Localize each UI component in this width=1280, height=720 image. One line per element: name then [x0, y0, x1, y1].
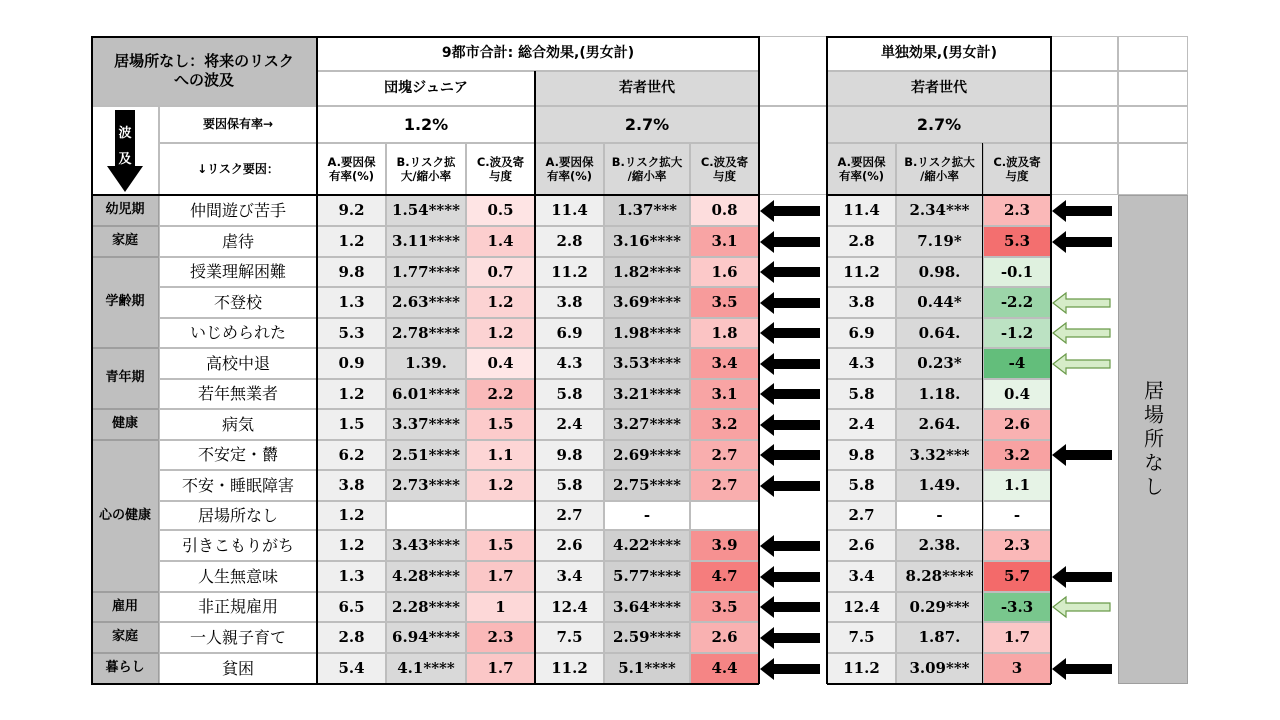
col-a-right-line-1: A.要因保 [837, 154, 886, 169]
value-b-wakamono: 3.69**** [604, 287, 690, 318]
factor-label: 人生無意味 [159, 561, 317, 592]
value-c-wakamono: 4.4 [690, 653, 759, 684]
value-b-wakamono: 3.64**** [604, 592, 690, 622]
left-arrow-icon [760, 291, 820, 315]
value-a-right: 12.4 [827, 592, 896, 622]
col-b-wakamono [604, 143, 690, 195]
value-c-right: 3 [983, 653, 1051, 684]
value-a-dankai: 1.2 [317, 501, 386, 530]
col-c-right-line-1: C.波及寄 [993, 154, 1041, 169]
value-a-right: 2.6 [827, 530, 896, 561]
col-c-wakamono-line-1: C.波及寄 [700, 154, 749, 169]
category-5: 心の健康 [91, 440, 159, 592]
value-b-dankai: 6.01**** [386, 379, 466, 409]
green-left-arrow-icon [1052, 352, 1112, 376]
value-a-right: 11.2 [827, 653, 896, 684]
value-b-right: 2.64. [896, 409, 983, 440]
border-header-right [827, 194, 1051, 196]
value-b-dankai: 4.28**** [386, 561, 466, 592]
value-a-right: 11.2 [827, 257, 896, 287]
value-c-right: 1.1 [983, 470, 1051, 501]
value-c-right: -3.3 [983, 592, 1051, 622]
value-b-right: 2.38. [896, 530, 983, 561]
col-b-dankai-line-1: B.リスク拡 [396, 154, 456, 169]
value-b-wakamono: 1.82**** [604, 257, 690, 287]
right-header: 単独効果,(男女計) [827, 36, 1051, 71]
value-c-right: 2.6 [983, 409, 1051, 440]
value-c-right: 2.3 [983, 530, 1051, 561]
col-c-right-line-2: 与度 [1005, 169, 1029, 183]
header-spacer-5 [1118, 71, 1188, 106]
border-group [534, 71, 536, 684]
border-bottom-right [827, 683, 1051, 685]
value-c-wakamono: 2.7 [690, 470, 759, 501]
header-spacer [759, 36, 827, 106]
col-b-right-line-1: B.リスク拡大 [904, 154, 975, 169]
col-b-wakamono-line-2: /縮小率 [627, 169, 667, 183]
value-b-wakamono: 3.27**** [604, 409, 690, 440]
value-a-dankai: 1.3 [317, 561, 386, 592]
value-a-dankai: 3.8 [317, 470, 386, 501]
value-b-wakamono: 5.1**** [604, 653, 690, 684]
value-a-wakamono: 3.4 [535, 561, 604, 592]
value-c-right: 1.7 [983, 622, 1051, 653]
value-a-right: 5.8 [827, 470, 896, 501]
title-line-2: への波及 [173, 71, 234, 89]
value-b-right: 3.32*** [896, 440, 983, 470]
value-b-right: 8.28**** [896, 561, 983, 592]
value-c-dankai: 1.2 [466, 287, 535, 318]
value-c-wakamono: 3.2 [690, 409, 759, 440]
value-c-dankai: 1.7 [466, 561, 535, 592]
value-b-right: 0.29*** [896, 592, 983, 622]
col-a-dankai-line-2: 有率(%) [328, 169, 375, 183]
left-arrow-icon [760, 321, 820, 345]
value-c-wakamono: 2.7 [690, 440, 759, 470]
value-c-right: -2.2 [983, 287, 1051, 318]
value-c-right: 5.3 [983, 226, 1051, 257]
value-c-dankai: 0.7 [466, 257, 535, 287]
value-c-wakamono [690, 501, 759, 530]
value-a-right: 3.8 [827, 287, 896, 318]
value-c-right: -4 [983, 348, 1051, 379]
value-a-right: 6.9 [827, 318, 896, 348]
value-b-right: 0.64. [896, 318, 983, 348]
col-a-dankai [317, 143, 386, 195]
factor-label: 貧困 [159, 653, 317, 684]
value-a-right: 11.4 [827, 195, 896, 226]
value-b-dankai: 1.77**** [386, 257, 466, 287]
left-arrow-icon [1052, 565, 1112, 589]
col-a-wakamono [535, 143, 604, 195]
value-a-wakamono: 4.3 [535, 348, 604, 379]
value-a-dankai: 5.4 [317, 653, 386, 684]
col-a-right-line-2: 有率(%) [838, 169, 885, 183]
value-c-dankai: 1.5 [466, 530, 535, 561]
group-wakamono: 若者世代 [535, 71, 759, 106]
value-a-wakamono: 12.4 [535, 592, 604, 622]
value-c-wakamono: 1.6 [690, 257, 759, 287]
col-b-right [896, 143, 983, 195]
value-c-dankai: 0.4 [466, 348, 535, 379]
prevalence-dankai: 1.2% [317, 106, 535, 143]
value-a-wakamono: 7.5 [535, 622, 604, 653]
col-c-wakamono [690, 143, 759, 195]
value-c-right: 0.4 [983, 379, 1051, 409]
value-c-wakamono: 3.1 [690, 379, 759, 409]
col-a-wakamono-line-1: A.要因保 [545, 154, 594, 169]
value-a-dankai: 5.3 [317, 318, 386, 348]
factor-label: 非正規雇用 [159, 592, 317, 622]
border-header-left [91, 194, 759, 196]
spill-indicator [91, 106, 159, 195]
value-a-right: 9.8 [827, 440, 896, 470]
value-c-dankai: 2.3 [466, 622, 535, 653]
value-b-dankai: 2.63**** [386, 287, 466, 318]
value-a-wakamono: 9.8 [535, 440, 604, 470]
value-b-dankai [386, 501, 466, 530]
col-c-dankai [466, 143, 535, 195]
left-arrow-icon [760, 260, 820, 284]
value-b-right: 3.09*** [896, 653, 983, 684]
value-b-dankai: 2.78**** [386, 318, 466, 348]
left-arrow-icon [760, 413, 820, 437]
value-b-wakamono: 1.37*** [604, 195, 690, 226]
value-b-right: 1.49. [896, 470, 983, 501]
value-b-right: 0.23* [896, 348, 983, 379]
border-left [91, 36, 93, 684]
border-top-left [91, 36, 759, 38]
value-b-right: 0.44* [896, 287, 983, 318]
factor-label: 引きこもりがち [159, 530, 317, 561]
value-b-right: - [896, 501, 983, 530]
value-b-dankai: 1.39. [386, 348, 466, 379]
col-a-wakamono-line-2: 有率(%) [546, 169, 593, 183]
header-spacer-7 [1051, 106, 1118, 143]
value-a-dankai: 9.8 [317, 257, 386, 287]
factor-label: 不安定・欝 [159, 440, 317, 470]
left-arrow-icon [760, 657, 820, 681]
factor-label: 不安・睡眠障害 [159, 470, 317, 501]
value-c-right: -1.2 [983, 318, 1051, 348]
left-arrow-icon [760, 474, 820, 498]
group-wakamono-right: 若者世代 [827, 71, 1051, 106]
value-c-dankai [466, 501, 535, 530]
left-arrow-icon [1052, 657, 1112, 681]
value-c-dankai: 2.2 [466, 379, 535, 409]
value-c-wakamono: 1.8 [690, 318, 759, 348]
value-b-dankai: 6.94**** [386, 622, 466, 653]
factor-label: 居場所なし [159, 501, 317, 530]
value-b-right: 1.87. [896, 622, 983, 653]
risk-label: ↓リスク要因： [159, 143, 317, 195]
value-a-dankai: 6.5 [317, 592, 386, 622]
left-arrow-icon [760, 230, 820, 254]
value-c-dankai: 1.2 [466, 470, 535, 501]
value-b-wakamono: 3.21**** [604, 379, 690, 409]
value-b-wakamono: 3.16**** [604, 226, 690, 257]
value-a-dankai: 1.2 [317, 379, 386, 409]
category-0: 幼児期 [91, 195, 159, 226]
factor-label: 仲間遊び苦手 [159, 195, 317, 226]
value-c-wakamono: 4.7 [690, 561, 759, 592]
value-b-dankai: 2.51**** [386, 440, 466, 470]
col-b-wakamono-line-1: B.リスク拡大 [611, 154, 683, 169]
category-6: 雇用 [91, 592, 159, 622]
value-b-dankai: 4.1**** [386, 653, 466, 684]
value-b-dankai: 2.28**** [386, 592, 466, 622]
green-left-arrow-icon [1052, 291, 1112, 315]
left-arrow-icon [760, 595, 820, 619]
factor-label: 一人親子育て [159, 622, 317, 653]
value-c-right: - [983, 501, 1051, 530]
value-b-wakamono: 3.53**** [604, 348, 690, 379]
value-a-wakamono: 11.2 [535, 257, 604, 287]
value-b-dankai: 3.11**** [386, 226, 466, 257]
green-left-arrow-icon [1052, 595, 1112, 619]
left-arrow-icon [1052, 199, 1112, 223]
border-mid-right [826, 36, 828, 684]
left-arrow-icon [760, 565, 820, 589]
value-a-right: 3.4 [827, 561, 896, 592]
side-label-text: 居場所なし [1140, 379, 1165, 500]
value-b-right: 1.18. [896, 379, 983, 409]
value-b-wakamono: 2.59**** [604, 622, 690, 653]
col-a-dankai-line-1: A.要因保 [327, 154, 376, 169]
value-a-wakamono: 11.4 [535, 195, 604, 226]
factor-label: 授業理解困難 [159, 257, 317, 287]
left-arrow-icon [760, 626, 820, 650]
green-left-arrow-icon [1052, 321, 1112, 345]
header-spacer-3 [1051, 71, 1118, 106]
left-arrow-icon [760, 443, 820, 467]
value-a-right: 4.3 [827, 348, 896, 379]
value-a-dankai: 1.2 [317, 530, 386, 561]
value-b-wakamono: - [604, 501, 690, 530]
value-a-wakamono: 11.2 [535, 653, 604, 684]
border-factor [316, 36, 318, 684]
value-c-dankai: 0.5 [466, 195, 535, 226]
value-c-dankai: 1.4 [466, 226, 535, 257]
spill-char-2: 及 [118, 152, 132, 167]
header-spacer-2 [1051, 36, 1118, 71]
col-b-dankai [386, 143, 466, 195]
category-3: 青年期 [91, 348, 159, 409]
value-c-wakamono: 3.1 [690, 226, 759, 257]
category-4: 健康 [91, 409, 159, 440]
left-arrow-icon [1052, 443, 1112, 467]
border-right [1050, 36, 1052, 684]
prevalence-wakamono: 2.7% [535, 106, 759, 143]
border-c3 [982, 143, 983, 684]
border-mid-left [758, 36, 760, 684]
value-a-dankai: 1.3 [317, 287, 386, 318]
value-c-right: 5.7 [983, 561, 1051, 592]
value-c-dankai: 1.2 [466, 318, 535, 348]
col-b-right-line-2: /縮小率 [920, 169, 959, 183]
col-c-dankai-line-2: 与度 [489, 169, 512, 183]
value-c-wakamono: 3.9 [690, 530, 759, 561]
value-b-wakamono: 2.69**** [604, 440, 690, 470]
header-spacer-4 [1118, 36, 1188, 71]
factor-label: いじめられた [159, 318, 317, 348]
value-a-dankai: 1.2 [317, 226, 386, 257]
value-b-wakamono: 2.75**** [604, 470, 690, 501]
value-a-wakamono: 2.6 [535, 530, 604, 561]
table-title [91, 36, 317, 106]
value-a-right: 2.7 [827, 501, 896, 530]
value-a-wakamono: 6.9 [535, 318, 604, 348]
prevalence-right: 2.7% [827, 106, 1051, 143]
value-a-dankai: 1.5 [317, 409, 386, 440]
col-c-right [983, 143, 1051, 195]
side-label [1118, 195, 1188, 684]
value-c-dankai: 1.5 [466, 409, 535, 440]
left-header: 9都市合計: 総合効果,(男女計) [317, 36, 759, 71]
value-b-dankai: 2.73**** [386, 470, 466, 501]
header-spacer-9 [1118, 106, 1188, 143]
value-c-wakamono: 2.6 [690, 622, 759, 653]
value-b-right: 2.34*** [896, 195, 983, 226]
value-a-dankai: 0.9 [317, 348, 386, 379]
header-spacer-8 [1051, 143, 1118, 195]
value-b-dankai: 3.37**** [386, 409, 466, 440]
value-a-dankai: 9.2 [317, 195, 386, 226]
value-b-wakamono: 4.22**** [604, 530, 690, 561]
value-a-wakamono: 3.8 [535, 287, 604, 318]
category-1: 家庭 [91, 226, 159, 257]
group-dankai: 団塊ジュニア [317, 71, 535, 106]
value-b-wakamono: 1.98**** [604, 318, 690, 348]
value-c-right: 2.3 [983, 195, 1051, 226]
value-b-dankai: 3.43**** [386, 530, 466, 561]
category-8: 暮らし [91, 653, 159, 684]
value-c-dankai: 1 [466, 592, 535, 622]
value-b-right: 7.19* [896, 226, 983, 257]
category-2: 学齢期 [91, 257, 159, 348]
value-a-dankai: 6.2 [317, 440, 386, 470]
value-c-wakamono: 0.8 [690, 195, 759, 226]
title-line-1: 居場所なし：将来のリスク [114, 52, 294, 71]
col-b-dankai-line-2: 大/縮小率 [400, 169, 452, 183]
header-spacer-6 [759, 106, 827, 195]
value-a-right: 7.5 [827, 622, 896, 653]
col-c-dankai-line-1: C.波及寄 [476, 154, 525, 169]
factor-label: 虐待 [159, 226, 317, 257]
value-a-right: 2.8 [827, 226, 896, 257]
factor-label: 若年無業者 [159, 379, 317, 409]
value-a-wakamono: 2.7 [535, 501, 604, 530]
border-bottom-left [91, 683, 759, 685]
left-arrow-icon [760, 352, 820, 376]
value-a-wakamono: 2.4 [535, 409, 604, 440]
border-top-right [827, 36, 1051, 38]
value-c-dankai: 1.7 [466, 653, 535, 684]
value-b-dankai: 1.54**** [386, 195, 466, 226]
value-c-right: 3.2 [983, 440, 1051, 470]
value-a-wakamono: 5.8 [535, 470, 604, 501]
col-a-right [827, 143, 896, 195]
value-c-wakamono: 3.5 [690, 592, 759, 622]
value-a-wakamono: 5.8 [535, 379, 604, 409]
left-arrow-icon [1052, 230, 1112, 254]
factor-label: 病気 [159, 409, 317, 440]
value-c-wakamono: 3.4 [690, 348, 759, 379]
left-arrow-icon [760, 534, 820, 558]
factor-label: 高校中退 [159, 348, 317, 379]
value-b-wakamono: 5.77**** [604, 561, 690, 592]
value-a-wakamono: 2.8 [535, 226, 604, 257]
value-c-wakamono: 3.5 [690, 287, 759, 318]
value-b-right: 0.98. [896, 257, 983, 287]
value-a-dankai: 2.8 [317, 622, 386, 653]
factor-label: 不登校 [159, 287, 317, 318]
spill-char-1: 波 [118, 126, 132, 141]
value-a-right: 5.8 [827, 379, 896, 409]
col-c-wakamono-line-2: 与度 [713, 169, 736, 183]
value-c-right: -0.1 [983, 257, 1051, 287]
value-a-right: 2.4 [827, 409, 896, 440]
value-c-dankai: 1.1 [466, 440, 535, 470]
category-7: 家庭 [91, 622, 159, 653]
left-arrow-icon [760, 382, 820, 406]
left-arrow-icon [760, 199, 820, 223]
header-spacer-10 [1118, 143, 1188, 195]
prevalence-label: 要因保有率→ [159, 106, 317, 143]
